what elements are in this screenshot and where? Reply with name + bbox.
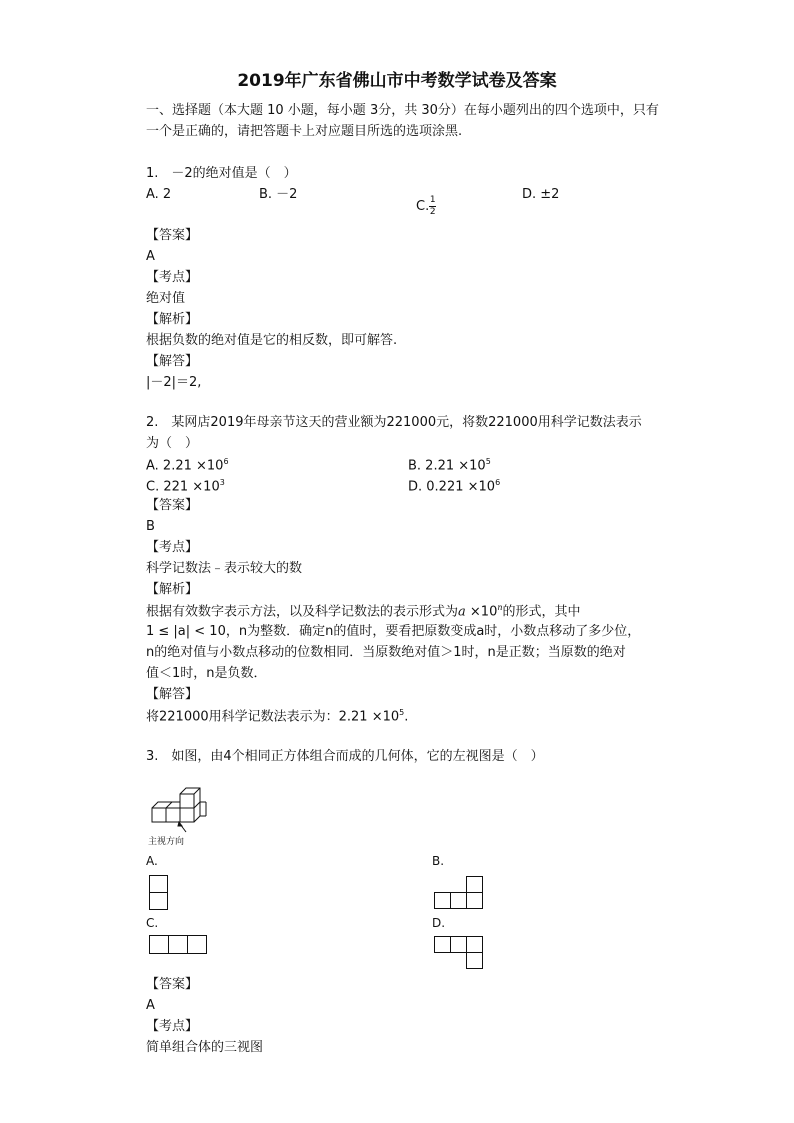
q2-option-b-base: B. 2.21 ×10: [408, 458, 486, 474]
q2-analysis-line1-c: 的形式，其中: [502, 604, 581, 620]
q1-solution-label: 【解答】: [146, 354, 199, 369]
q2-solution-label: 【解答】: [146, 687, 199, 702]
q2-option-d-exp: 6: [495, 478, 501, 487]
q1-option-b: B. －2: [259, 187, 298, 202]
q2-option-c-exp: 3: [219, 478, 225, 487]
section-intro-line2: 一个是正确的，请把答题卡上对应题目所选的选项涂黑.: [146, 124, 463, 139]
q3-option-b-figure: [434, 876, 484, 910]
q2-option-b-exp: 5: [485, 457, 491, 466]
q1-answer-label: 【答案】: [146, 228, 199, 243]
q3-option-b-label: B.: [432, 854, 445, 868]
q2-analysis-line1-exp: n: [497, 603, 503, 612]
q2-analysis-label: 【解析】: [146, 582, 199, 597]
q2-option-c: [146, 478, 225, 496]
q2-analysis-line3: n的绝对值与小数点移动的位数相同．当原数绝对值＞1时，n是正数；当原数的绝对: [146, 645, 626, 660]
q1-option-c-numerator: 1: [429, 195, 436, 205]
q2-solution-base: 将221000用科学记数法表示为：2.21 ×10: [146, 709, 400, 725]
q3-stem: 3. 如图，由4个相同正方体组合而成的几何体，它的左视图是（ ）: [146, 749, 544, 764]
q3-answer: A: [146, 998, 155, 1013]
q2-kaodian-label: 【考点】: [146, 540, 199, 555]
q2-option-c-base: C. 221 ×10: [146, 479, 220, 495]
q2-option-a-exp: 6: [223, 457, 229, 466]
q1-option-c-denominator: 2: [429, 207, 436, 217]
q3-option-d-figure: [434, 936, 484, 970]
q1-option-a: A. 2: [146, 187, 172, 202]
q1-analysis: 根据负数的绝对值是它的相反数，即可解答.: [146, 333, 398, 348]
q3-option-d-label: D.: [432, 916, 446, 930]
q2-option-a: [146, 457, 229, 475]
q1-analysis-label: 【解析】: [146, 312, 199, 327]
q1-option-c-fraction: [429, 196, 436, 217]
q1-option-c-prefix: C.: [416, 199, 430, 214]
q3-option-c-label: C.: [146, 916, 159, 930]
q3-figure-caption: 主视方向: [148, 837, 185, 847]
q1-option-c: [416, 196, 436, 217]
q2-solution-exp: 5: [399, 708, 405, 717]
q3-answer-label: 【答案】: [146, 977, 199, 992]
q3-option-a-label: A.: [146, 854, 158, 868]
q2-option-d: [408, 478, 500, 496]
q3-kaodian-label: 【考点】: [146, 1019, 199, 1034]
q2-analysis-line1: [146, 603, 581, 621]
q1-kaodian-label: 【考点】: [146, 270, 199, 285]
q3-solid-figure: [146, 786, 216, 836]
q2-stem-line2: 为（ ）: [146, 436, 199, 451]
q2-analysis-line1-b: ×10: [465, 604, 498, 620]
q1-option-d: D. ±2: [522, 187, 560, 202]
q2-solution-end: .: [404, 709, 409, 725]
q2-answer-label: 【答案】: [146, 498, 199, 513]
q2-answer: B: [146, 519, 155, 534]
q1-stem: 1. －2的绝对值是（ ）: [146, 166, 297, 181]
q1-answer: A: [146, 249, 155, 264]
q2-option-b: [408, 457, 491, 475]
q2-analysis-line2: 1 ≤ |a| < 10，n为整数．确定n的值时，要看把原数变成a时，小数点移动了多少位，: [146, 624, 641, 639]
q2-option-a-base: A. 2.21 ×10: [146, 458, 224, 474]
q2-analysis-line1-var: a: [458, 604, 466, 620]
page-title: 2019年广东省佛山市中考数学试卷及答案: [237, 71, 557, 91]
q2-stem-line1: 2. 某网店2019年母亲节这天的营业额为221000元，将数221000用科学记数法表示: [146, 415, 642, 430]
q2-analysis-line4: 值＜1时，n是负数．: [146, 666, 267, 681]
q2-analysis-line1-a: 根据有效数字表示方法，以及科学记数法的表示形式为: [146, 604, 459, 620]
section-intro-line1: 一、选择题（本大题 10 小题，每小题 3分，共 30分）在每小题列出的四个选项中，只有: [146, 103, 659, 118]
q3-option-c-figure: [149, 935, 209, 955]
q2-kaodian: 科学记数法﹣表示较大的数: [146, 561, 303, 576]
q2-option-d-base: D. 0.221 ×10: [408, 479, 496, 495]
q1-kaodian: 绝对值: [146, 291, 186, 306]
q3-option-a-figure: [149, 875, 169, 911]
q2-solution: [146, 708, 408, 726]
q3-kaodian: 简单组合体的三视图: [146, 1040, 264, 1055]
q1-solution: |－2|＝2,: [146, 375, 202, 390]
